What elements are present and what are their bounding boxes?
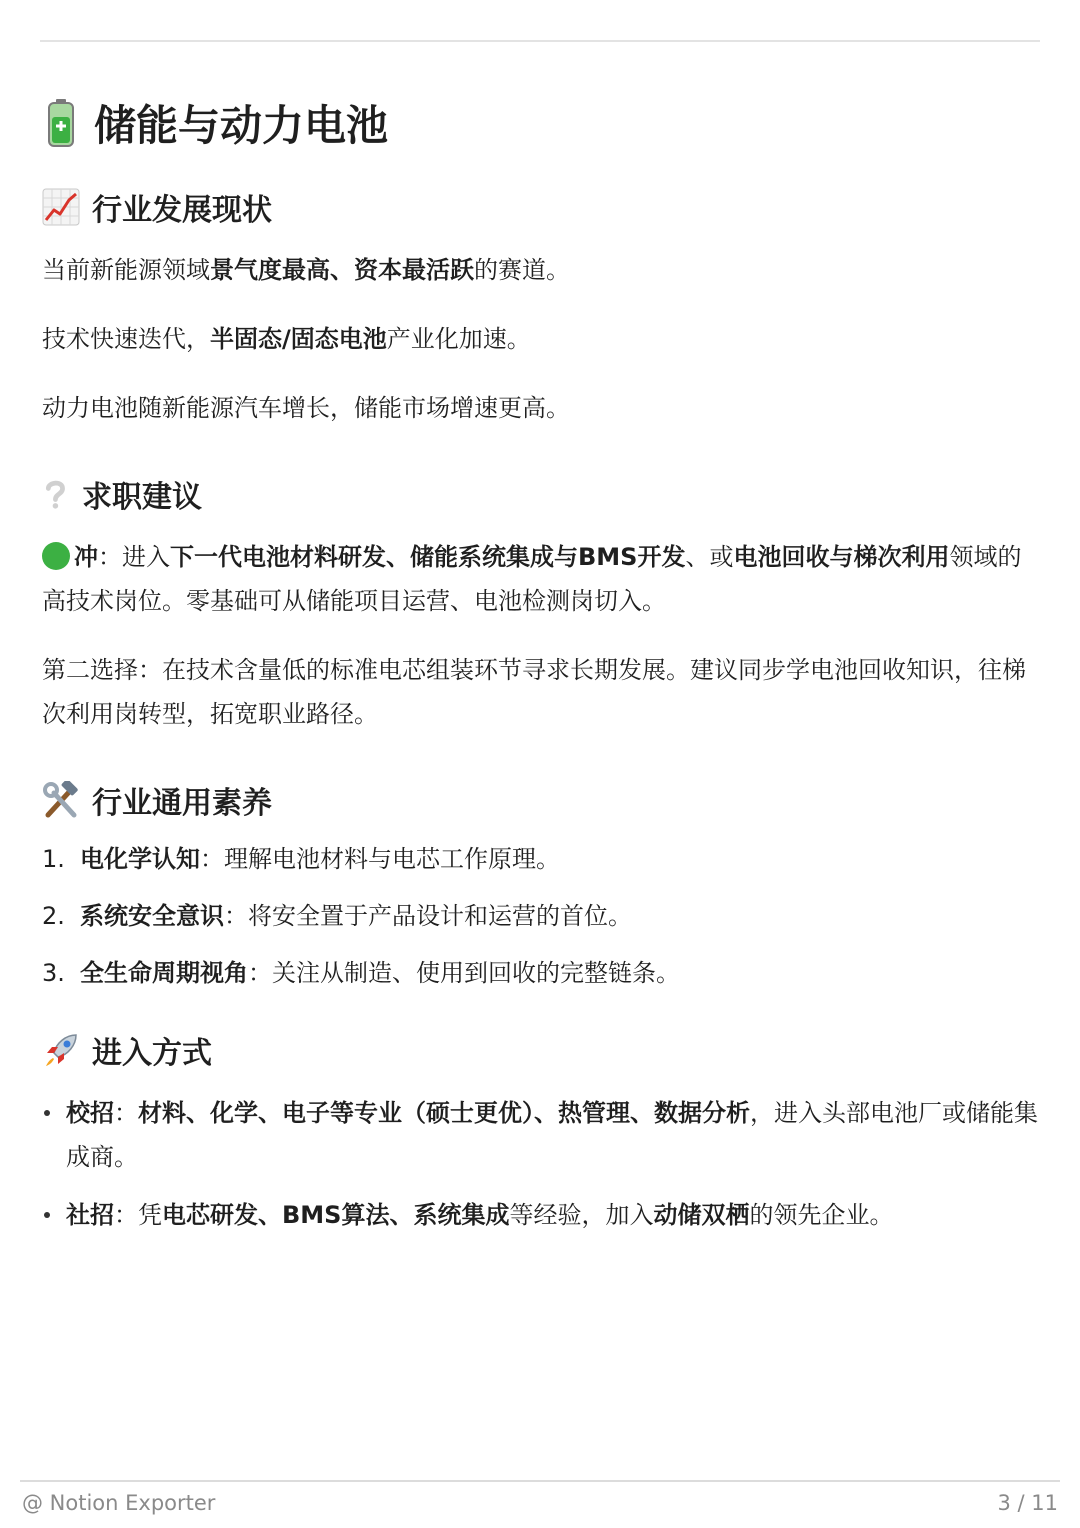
top-divider [40,40,1040,42]
section-heading-text: 行业通用素养 [92,786,272,821]
entry-list [42,1091,1042,1237]
page-number: 3 / 11 [997,1491,1058,1515]
section-heading-skills [42,775,1042,825]
list-item: 3. 全生命周期视角：关注从制造、使用到回收的完整链条。 [42,959,680,987]
skills-list [42,841,1042,991]
list-item: 校招：材料、化学、电子等专业（硕士更优）、热管理、数据分析，进入头部电池厂或储能集成商。 [42,1091,1042,1179]
hammer-wrench-icon [42,781,80,819]
battery-icon [48,99,74,147]
page-title [42,90,1042,156]
advice-paragraph-1: 冲：进入下一代电池材料研发、储能系统集成与BMS开发、或电池回收与梯次利用领域的高技术岗位。零基础可从储能项目运营、电池检测岗切入。 [42,543,1022,615]
chart-increasing-icon [42,188,80,226]
list-item: 社招：凭电芯研发、BMS算法、系统集成等经验，加入动储双栖的领先企业。 [42,1193,1042,1237]
status-paragraph-2: 技术快速迭代，半固态/固态电池产业化加速。 [42,325,531,353]
section-heading-text: 进入方式 [92,1036,212,1071]
page-content [42,90,1042,1251]
bullet [42,1193,66,1237]
status-paragraph-1: 当前新能源领域景气度最高、资本最活跃的赛道。 [42,256,570,284]
section-heading-text: 行业发展现状 [92,193,272,228]
question-mark-icon [42,475,72,513]
rocket-icon [42,1031,80,1069]
section-heading-text: 求职建议 [82,480,202,515]
section-heading-entry [42,1025,1042,1075]
footer-source: @ Notion Exporter [22,1491,216,1515]
list-item: 1. 电化学认知：理解电池材料与电芯工作原理。 [42,845,560,873]
green-circle-icon [42,542,70,570]
footer-divider [20,1480,1060,1482]
list-item: 2. 系统安全意识：将安全置于产品设计和运营的首位。 [42,902,632,930]
section-heading-status [42,182,1042,232]
bullet [42,1091,66,1179]
page-title-text: 储能与动力电池 [94,101,389,150]
status-paragraph-3: 动力电池随新能源汽车增长，储能市场增速更高。 [42,394,570,422]
page-footer [22,1491,1058,1515]
section-heading-advice [42,469,1042,519]
advice-paragraph-2: 第二选择：在技术含量低的标准电芯组装环节寻求长期发展。建议同步学电池回收知识，往梯次利用岗转型，拓宽职业路径。 [42,656,1026,728]
